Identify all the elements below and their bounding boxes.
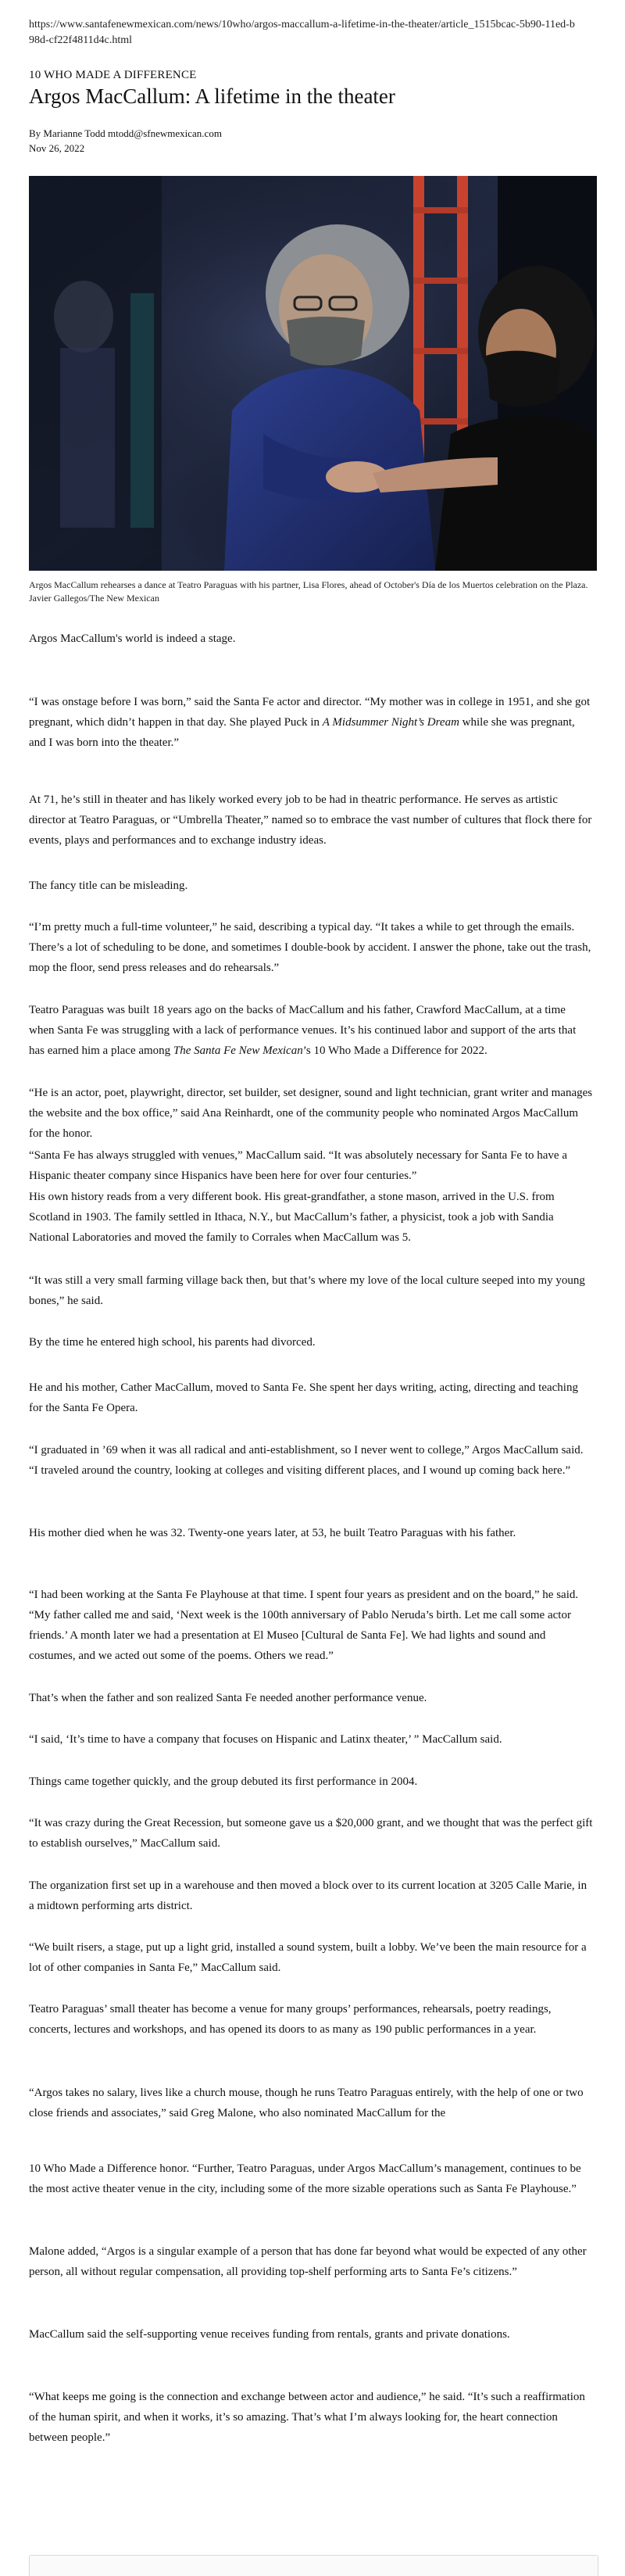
- paragraph: “He is an actor, poet, playwright, director, set builder, set designer, sound and light technician, grant writer and manages the website and the box office,” said Ana Reinhardt, one of the community people who nominated Argos MacCallum for the honor.: [29, 1087, 593, 1140]
- section-kicker[interactable]: 10 WHO MADE A DIFFERENCE: [29, 69, 197, 81]
- paragraph: Things came together quickly, and the group debuted its first performance in 2004.: [29, 1775, 418, 1788]
- paragraph: “I graduated in ’69 when it was all radical and anti-establishment, so I never went to college,” Argos MacCallum said. “I traveled around the country, looking at colleges and visiting different places, and I wound up coming back here.”: [29, 1444, 584, 1477]
- paragraph: His own history reads from a very different book. His great-grandfather, a stone mason, arrived in the U.S. from Scotland in 1903. The family settled in Ithaca, N.Y., but MacCallum’s father, a physicist, took a job with Sandia National Laboratories and moved the family to Corrales when MacCallum was 5.: [29, 1191, 555, 1244]
- paragraph: Malone added, “Argos is a singular example of a person that has done far beyond what would be expected of any other person, all without regular compensation, all providing top-shelf performing arts to Santa Fe’s citizens.”: [29, 2245, 587, 2278]
- publication-name: The Santa Fe New Mexican: [173, 1044, 303, 1057]
- article-end-box: [29, 2555, 598, 2576]
- photo-caption: Argos MacCallum rehearses a dance at Teatro Paraguas with his partner, Lisa Flores, ahead of October's Día de los Muertos celebration on the Plaza.: [29, 579, 588, 590]
- paragraph: Argos MacCallum's world is indeed a stage.: [29, 632, 236, 645]
- paragraph: “I had been working at the Santa Fe Playhouse at that time. I spent four years as president and on the board,” he said. “My father called me and said, ‘Next week is the 100th anniversary of Pablo Neruda’s birth. Let me call some actor friends.’ A month later we had a presentation at El Museo [Cultural de Santa Fe]. We had lights and sound and costumes, and we acted out some of the poems. Others we read.”: [29, 1589, 579, 1662]
- paragraph: By the time he entered high school, his parents had divorced.: [29, 1336, 316, 1349]
- headline: Argos MacCallum: A lifetime in the theater: [29, 84, 395, 108]
- lead-photo-image: [29, 176, 597, 571]
- paragraph-text: Teatro Paraguas was built 18 years ago on the backs of MacCallum and his father, Crawford MacCallum, at a time when Santa Fe was struggling with a lack of performance venues. It’s his continued labor and support of the arts that has earned him a place among: [29, 1004, 577, 1057]
- paragraph: Teatro Paraguas’ small theater has become a venue for many groups’ performances, rehearsals, poetry readings, concerts, lectures and workshops, and has opened its doors to as many as 190 public performances in a year.: [29, 2003, 552, 2036]
- paragraph: He and his mother, Cather MacCallum, moved to Santa Fe. She spent her days writing, acting, directing and teaching for the Santa Fe Opera.: [29, 1381, 578, 1414]
- photo-credit: Javier Gallegos/The New Mexican: [29, 593, 159, 604]
- paragraph: “I said, ‘It’s time to have a company that focuses on Hispanic and Latinx theater,’ ” MacCallum said.: [29, 1733, 502, 1746]
- paragraph: [29, 1000, 593, 1061]
- paragraph: That’s when the father and son realized Santa Fe needed another performance venue.: [29, 1692, 427, 1704]
- paragraph: “Santa Fe has always struggled with venues,” MacCallum said. “It was absolutely necessary for Santa Fe to have a Hispanic theater company since Hispanics have been here for over four centuries.”: [29, 1149, 567, 1182]
- publish-date: Nov 26, 2022: [29, 142, 85, 154]
- article-url[interactable]: https://www.santafenewmexican.com/news/10who/argos-maccallum-a-lifetime-in-the-theater/article_1515bcac-5b90-11ed-b98d-cf22f4811d4c.html: [29, 19, 575, 46]
- paragraph-text: ’s 10 Who Made a Difference for 2022.: [302, 1044, 488, 1057]
- paragraph: “What keeps me going is the connection and exchange between actor and audience,” he said. “It’s such a reaffirmation of the human spirit, and when it works, it’s so amazing. That’s what I’m always looking for, the heart connection between people.”: [29, 2391, 585, 2444]
- paragraph: His mother died when he was 32. Twenty-one years later, at 53, he built Teatro Paraguas with his father.: [29, 1527, 516, 1539]
- paragraph: “Argos takes no salary, lives like a church mouse, though he runs Teatro Paraguas entirely, with the help of one or two close friends and associates,” said Greg Malone, who also nominated MacCallum for the: [29, 2087, 584, 2119]
- paragraph: The organization first set up in a warehouse and then moved a block over to its current location at 3205 Calle Marie, in a midtown performing arts district.: [29, 1879, 588, 1912]
- paragraph-text: while she was pregnant, and I was born into the theater.”: [29, 716, 575, 749]
- paragraph: [29, 692, 593, 753]
- paragraph: “We built risers, a stage, put up a light grid, installed a sound system, built a lobby. We’ve been the main resource for a lot of other companies in Santa Fe,” MacCallum said.: [29, 1941, 587, 1974]
- paragraph: “It was still a very small farming village back then, but that’s where my love of the local culture seeped into my young bones,” he said.: [29, 1274, 585, 1307]
- paragraph: “I’m pretty much a full-time volunteer,” he said, describing a typical day. “It takes a while to get through the emails. There’s a lot of scheduling to be done, and sometimes I double-book by accident. I answer the phone, take out the trash, mop the floor, send press releases and do rehearsals.”: [29, 921, 591, 974]
- play-title: A Midsummer Night’s Dream: [322, 716, 459, 729]
- paragraph-text: “I was onstage before I was born,” said the Santa Fe actor and director. “My mother was in college in 1951, and she got pregnant, which didn’t happen in that day. She played Puck in: [29, 696, 591, 729]
- paragraph: The fancy title can be misleading.: [29, 880, 188, 892]
- photo-caption-block: [29, 579, 591, 605]
- byline[interactable]: By Marianne Todd mtodd@sfnewmexican.com: [29, 127, 222, 139]
- paragraph: MacCallum said the self-supporting venue receives funding from rentals, grants and private donations.: [29, 2328, 510, 2341]
- paragraph: “It was crazy during the Great Recession, but someone gave us a $20,000 grant, and we thought that was the perfect gift to establish ourselves,” MacCallum said.: [29, 1817, 593, 1850]
- paragraph: At 71, he’s still in theater and has likely worked every job to be had in theatric performance. He serves as artistic director at Teatro Paraguas, or “Umbrella Theater,” named so to embrace the vast number of cultures that flock there for events, plays and performances and to exchange industry ideas.: [29, 794, 592, 847]
- lead-photo: [29, 176, 597, 571]
- byline-block: [29, 126, 222, 156]
- paragraph: 10 Who Made a Difference honor. “Further, Teatro Paraguas, under Argos MacCallum’s management, continues to be the most active theater venue in the city, including some of the more sizable operations such as Santa Fe Playhouse.”: [29, 2162, 581, 2195]
